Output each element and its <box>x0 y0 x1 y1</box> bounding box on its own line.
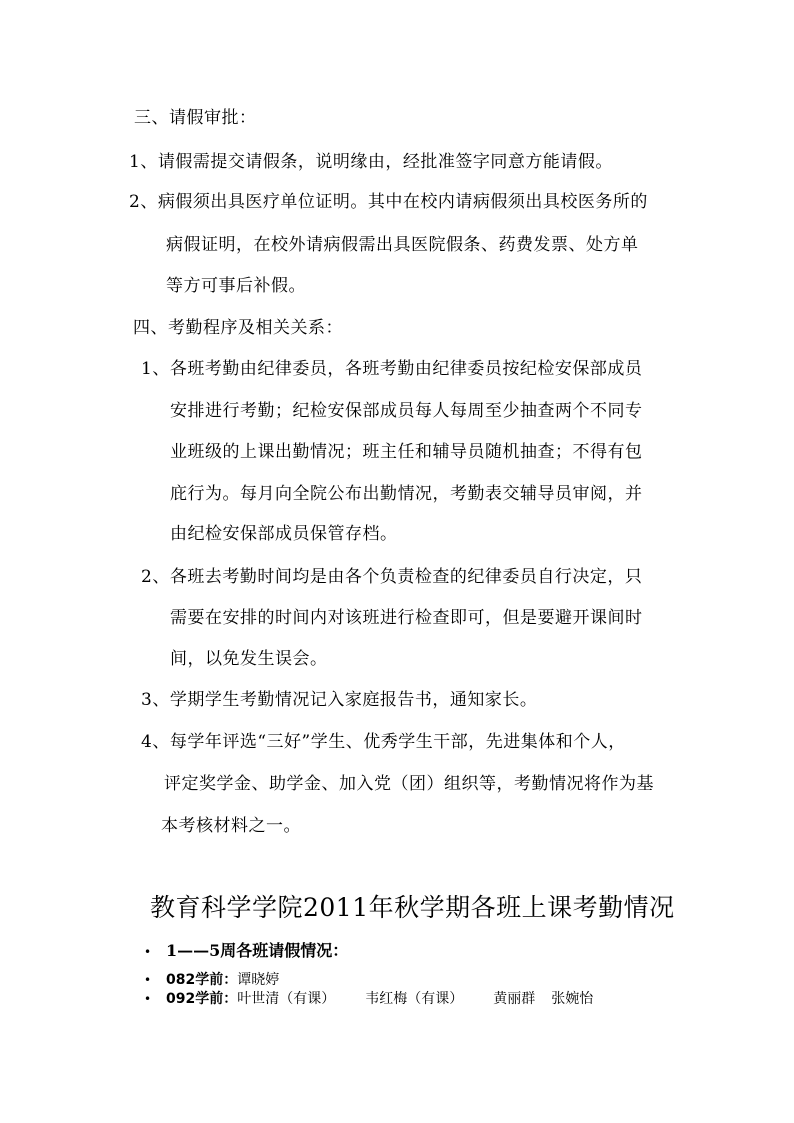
section3-heading: 三、请假审批： <box>134 108 257 128</box>
section4-item2-line1: 2、各班去考勤时间均是由各个负责检查的纪律委员自行决定，只 <box>141 567 643 587</box>
report-title: 教育科学学院2011年秋学期各班上课考勤情况 <box>150 893 675 922</box>
section4-item1-line5: 由纪检安保部成员保管存档。 <box>170 524 398 544</box>
section4-item4-line1: 4、每学年评选“三好”学生、优秀学生干部，先进集体和个人， <box>141 732 626 752</box>
class-092-name-1: 叶世清（有课） <box>237 991 336 1007</box>
section4-item2-line3: 间，以免发生误会。 <box>170 649 328 669</box>
section3-item2-line2: 病假证明，在校外请病假需出具医院假条、药费发票、处方单 <box>166 235 639 255</box>
class-092-name-2: 韦红梅（有课） <box>365 991 464 1007</box>
section4-item1-line2: 安排进行考勤；纪检安保部成员每人每周至少抽查两个不同专 <box>170 401 643 421</box>
week-heading-row <box>144 941 348 962</box>
section3-item1: 1、请假需提交请假条，说明缘由，经批准签字同意方能请假。 <box>129 152 613 172</box>
section4-item1-line4: 庇行为。每月向全院公布出勤情况，考勤表交辅导员审阅，并 <box>170 484 643 504</box>
bullet-icon: • <box>144 992 152 1006</box>
section4-item1-line3: 业班级的上课出勤情况；班主任和辅导员随机抽查；不得有包 <box>170 442 643 462</box>
class-092-row <box>144 990 593 1008</box>
class-082-names: 谭晓婷 <box>237 972 280 988</box>
bullet-icon: • <box>144 973 152 987</box>
class-082-row <box>144 971 279 989</box>
section4-item4-line3: 本考核材料之一。 <box>161 816 301 836</box>
class-092-name-4: 张婉怡 <box>551 991 594 1007</box>
section3-item2-line3: 等方可事后补假。 <box>166 276 306 296</box>
class-092-label: 092学前： <box>166 991 238 1007</box>
class-082-label: 082学前： <box>166 972 238 988</box>
week-heading: 1——5周各班请假情况： <box>166 941 349 960</box>
section3-item2-line1: 2、病假须出具医疗单位证明。其中在校内请病假须出具校医务所的 <box>129 192 648 212</box>
class-092-name-3: 黄丽群 <box>493 991 536 1007</box>
bullet-icon: • <box>144 945 152 959</box>
section4-item4-line2: 评定奖学金、助学金、加入党（团）组织等，考勤情况将作为基 <box>164 774 654 794</box>
section4-item3: 3、学期学生考勤情况记入家庭报告书，通知家长。 <box>141 690 538 710</box>
section4-item1-line1: 1、各班考勤由纪律委员，各班考勤由纪律委员按纪检安保部成员 <box>141 359 643 379</box>
section4-heading: 四、考勤程序及相关关系： <box>133 318 343 338</box>
section4-item2-line2: 需要在安排的时间内对该班进行检查即可，但是要避开课间时 <box>170 608 643 628</box>
